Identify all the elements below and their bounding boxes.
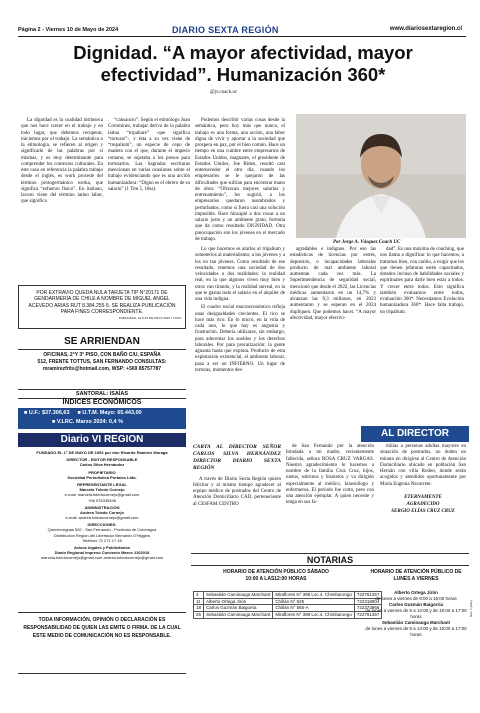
notice-pub-code: PUBLICADO: 10-6-10 DE MAYO 2024 / 71372 [118, 316, 181, 320]
legal-rep-email[interactable]: e-mail: marcela.toledocornejo@gmail.com [64, 492, 140, 498]
admin-label: ADMINISTRACIÓN [84, 504, 120, 510]
rent-ad-title: SE ARRIENDAN [64, 336, 140, 347]
byline: @jv.coach.uc [210, 90, 238, 95]
table-row [194, 611, 382, 618]
owner-name: Sociedad Periodística Portales Ltda. [67, 474, 137, 480]
lost-card-notice [18, 285, 186, 329]
notary-cell: Sebastián Caminauga Marchant [204, 592, 273, 599]
address-cell: Chillán N° 565-A [273, 605, 355, 612]
ads-label: Avisos legales y Publicitarios [73, 545, 131, 550]
admin-name: Andrea Toledo Cornejo [80, 509, 124, 515]
letter-signature [380, 494, 466, 515]
weekday-notary-list [364, 590, 468, 639]
notary-cell: Sebastián Caminauga Marchant [204, 611, 273, 618]
letter-column-3 [380, 444, 466, 515]
photo-caption: Por Jorge A. Vásquez Coach UC [333, 240, 401, 245]
masthead-logo: Diario VI REGION [18, 433, 186, 447]
rent-ad-contact: mramirezfrits@hotmail.com, WSP: +569 85757787 [42, 365, 162, 372]
notary-hours: de lunes a viernes de 9 a 14:00 y de 15:00 a 17:00 horas [365, 608, 467, 620]
table-row [194, 592, 382, 599]
signature-name: SERGIO ELÍAS CRUZ CRUZ [391, 508, 455, 514]
article-column-3 [195, 118, 285, 245]
convenio: Diario Regional impreso Convenio Marco 1102018 [54, 550, 150, 556]
header-rule [18, 36, 466, 37]
paragraph: “cansancio”. Según el etimólogo Joan Coromines, trabajar deriva de la palabra latina “tripaliare” -que significa “torturar”-, y ésta a su vez viene de “trepalium”, un especie de cepo de madera con el que, durante el imperio romano, se sujetaba a los presos para torturarlos. Las Sagradas escrituras mencionan en varias ocasiones sobre el trabajo evidenciando que es una acción humanizadora: “Digno es el obrero de su salario” (1 Tim 5, 18ss). [108, 118, 190, 192]
paragraph: de San Fernando por la atención brindada a mi madre, recientemente fallecida, señora ROSA CRUZ VARGAS. Nuestro agradecimiento lo hacemos a nombre de la familia Cruz Cruz, hijos, nietos, sobrinos y bisnietos y va dirigido especialmente al médico, kinesiólogo y enfermeros. El período fue corto, pero con una atención ejemplar. A quien necesite y tenga en sus fa- [286, 444, 374, 506]
legal-rep-phone: +56 976335496 [88, 497, 116, 503]
notary-cell: Carlos Guzmán Baigorria [204, 605, 273, 612]
legal-rep-name: Marcela Toledo Cornejo [79, 487, 125, 493]
headline: Dignidad. “A mayor afectividad, mayor efectividad”. Humanización 360* [73, 42, 413, 85]
paragraph: agradables e indignos. Por eso las estadísticas de licencias por estrés, depresión, o incapacidades laborales producto de mal ambiente laboral aumentan cada vez más. La Superintendencia de seguridad social, mencionó que desde el 2022, las Licencias médicas aumentaron en un 14,7% y alcanzan las 9,3 millones, en 2023 aumentaron y se esperan en el 2024 dupliquen. Que podemos hacer. “A mayor afectividad, mayor efectivi- [290, 247, 376, 321]
signature-line: AGRADECIDO [406, 501, 440, 507]
day-cell: 18 [194, 605, 204, 612]
legal-rep-label: REPRESENTANTE LEGAL [77, 481, 127, 487]
paragraph: dad”. Es una máxima de coaching, que nos llama a dignificar lo que hacemos, a tratarnos bien, con cariño, a exigir que los que tienen jefaturas estén capacitados, dotados incluso de habilidades sociales y espirituales para darle bien estar a todos. Y crecer entre todos. Esto significa también evaluarnos entre todos, evaluación 360*. Necesitamos Evolución humanizadora 360*. Hace falta trabajo, no tripalium. [380, 247, 464, 315]
divider [18, 349, 186, 350]
day-cell: 11 [194, 598, 204, 605]
notary-cell: Alberto Ortega Jirón [204, 598, 273, 605]
paragraph: La dignidad es la cualidad intrínseca que nos hace crecer en el trabajo y en todo lugar, que debemos recuperar, iniciemos por el trabajo. La semántica o la etimología, se refieren al origen y significado de las palabras por sí mismas, y es muy determinante para comprender los contextos culturales. En este caso en referencia la palabra trabajo desde el inglés, es work procede del término protogermánico werka, que significa “esfuerzo físico”. En italiano, lavoro viene del término latino labor, que significa [21, 118, 103, 205]
notarias-title: NOTARIAS [191, 553, 469, 566]
paper-name: DIARIO SEXTA REGIÓN [172, 25, 279, 35]
rent-ad-body [18, 352, 186, 372]
article-column-3-lower [195, 247, 285, 376]
author-portrait-image [296, 114, 466, 238]
letter-column-1 [193, 444, 281, 510]
economic-indices-box [18, 408, 186, 429]
phone-cell: 722318804 [354, 598, 382, 605]
director-label: DIRECTOR - EDITOR RESPONSABLE [66, 457, 138, 463]
day-cell: 25 [194, 611, 204, 618]
address-line: Distribución Región del Libertador Bernardo O'Higgins [53, 532, 151, 538]
title-line: 10:00 A LAS12:00 HORAS [245, 576, 307, 582]
notice-text: POR EXTRAVIO QUEDA NULA TARJETA TIP N°20171 DE GENDARMERÍA DE CHILE A NOMBRE DE MIGUEL ANGEL ACEVEDO ARIAS RUT 8.384.255-5. SE REALIZA PUBLICACIÓN PARA FINES CORRESPONDIENTE. [28, 290, 176, 315]
address-label: DIRECCIONES: [87, 522, 117, 528]
paragraph: milias a personas adultas mayores en situación de postrados, no duden un minuto en dirigirse al Centro de Atención Domiciliario ubicado en población San Hernán con villa Rodeo, donde serán acogidos y atendidos oportunamente por María Eugenia Navarrete. [380, 444, 466, 487]
saturday-notary-table [193, 591, 382, 619]
rent-ad-line: 512, FRENTE TOTTUS, SAN FERNANDO CONSULTAS: [37, 358, 167, 365]
article-column-2 [108, 118, 190, 195]
weekday-hours-title [364, 569, 468, 583]
address-cell: Miraflores N° 398 Loc.4, Chimbarongo [273, 592, 355, 599]
letter-addressee: CARTA AL DIRECTOR SEÑOR CARLOS SILVA HERNÁNDEZ DIRECTOR DIARIO SEXTA REGIÓN [193, 444, 281, 472]
article-column-1 [21, 118, 103, 208]
director-name: Carlos Silva Hernández [79, 462, 125, 468]
address-cell: Chillán N° 625 [273, 598, 355, 605]
notary-name: Alberto Ortega Jirón [394, 590, 438, 595]
al-director-banner: AL DIRECTOR [361, 426, 469, 442]
side-print-mark: Nec. 1 (Rev) [469, 600, 473, 617]
phone-cell: 722373966 [354, 605, 382, 612]
paragraph: Lo que hacemos es atarlos al tripalium y someterlos al materialismo; a los jóvenes y a los no tan jóvenes. Como resultado de ese resultado, tenemos una sociedad de dos velocidades o dos realidades: la realidad real, en la que algunos viven muy bien y otros van tirando, y la realidad surreal, en la que te gastas todo el salario en el alquiler de una vida indigna. [195, 247, 285, 302]
index-vlrc: ■ V.LRC. Marzo 2024: 0,4 % [52, 418, 123, 425]
title-line: HORARIO DE ATENCIÓN PÚBLICO DE [370, 569, 462, 575]
address-line: Quechereguas 592 - San Fernando - Provincia de Colchagua [47, 527, 157, 533]
author-photo [296, 114, 466, 238]
phone-cell: 722761357 [354, 611, 382, 618]
phone: Teléfono 72 271 17 45 [82, 537, 122, 543]
owner-label: PROPIETARIO [88, 469, 116, 475]
table-row [194, 598, 382, 605]
saturday-hours-title [193, 569, 359, 583]
paragraph: A través de Diario Sexta Región quiero felicitar y al mismo tiempo agradecer al equipo médico de postrados del Centro de Atención Domiciliario CAD, perteneciente al CESFAM CENTRO [193, 476, 281, 507]
phone-cell: 722761357 [354, 592, 382, 599]
paragraph: Podemos describir varias cosas desde la semántica, pero hoy más que nunca, el trabajo es una forma, una acción, una labor digna de vivir y aportar a la sociedad que prospera en paz, por el bien común. Hace un tiempo en una cumbre entre empresarios de Estados Unidos, magnates, el presidente de Estados Unidos, Joe Biden, resultó casi enternecedor el otro día, cuando los empresarios se le quejaron de las dificultades que sufrían para encontrar mano de obra: “Ofrezcan mejores salarios y entrenamiento”, les sugirió, a los empresarios quedaron asombrados y perturbados, como si fuera casi una solución imposible. Hace hincapié a dos cosas a un salario justo y un ambiente grato, formula que da como resultado DIGNIDAD. Otra preocupación son los jóvenes en el mercado de trabajo. [195, 118, 285, 242]
founded: FUNDADO EL 1° DE MAYO DE 1952 por don Ricardo Ramírez Moraga [36, 450, 168, 455]
notary-name: Carlos Guzmán Baigorria [388, 602, 443, 608]
address-cell: Miraflores N° 398 Loc.4, Chimbarongo [273, 611, 355, 618]
notary-name: Sebastián Caminauga Marchant [381, 620, 451, 626]
admin-email[interactable]: e-mail: andrea.toledocornejo@gmail.com [65, 515, 139, 521]
masthead-info [18, 450, 186, 561]
title-line: HORARIO DE ATENCIÓN PÚBLICO SÁBADO [223, 569, 329, 575]
notary-hours: de lunes a viernes de 9:00 a 15:00 horas [375, 596, 457, 602]
article-column-5 [380, 247, 464, 318]
notary-hours: de lunes a viernes de 9 a 14:00 y de 15:00 a 17:00 horas [365, 626, 467, 638]
table-row [194, 605, 382, 612]
santoral: SANTORAL: ISAÍAS [18, 389, 186, 398]
website[interactable]: www.diariosextaregion.cl [389, 26, 462, 32]
index-utm: ■ U.T.M. Mayo: 65.443,00 [77, 410, 142, 416]
index-uf: ■ U.F.: $37.306,63 [24, 410, 70, 416]
article-column-4 [290, 247, 376, 324]
signature-line: ETERNAMENTE [404, 494, 442, 500]
page-date: Página 2 - Viernes 10 de Mayo de 2024 [18, 27, 119, 33]
letter-column-2 [286, 444, 374, 509]
rent-ad-line: OFICINAS, 2°Y 3° PISO, CON BAÑO C/U, ESPAÑA [43, 352, 161, 358]
title-line: LUNES A VIERNES [393, 576, 439, 582]
contact-emails[interactable]: marcela.toledocornejo@gmail.com andrea.toledocornejo@gmail.com [40, 555, 164, 561]
day-cell: 4 [194, 592, 204, 599]
paragraph: El cuadro social macroeconómico refleja unas desigualdades crecientes. El rico se hace más rico. En lo micro, en la vida de cada uno, lo que hay es angustia y frustración. Debería utilizarse, sin embargo, para adecentar los sueldos y los derechos laborales. Por para precarización: la gente aguanta hasta que explota. Producto de esta explotación existencial, el ambiente laboral, pasa a ser un INFIERNO. Un lugar de torturas, momentos des- [195, 305, 285, 373]
disclaimer-box: TODA INFORMACIÓN, OPINIÓN O DECLARACIÓN ES RESPONSABILIDAD DE QUIEN LAS EMITE O FIRMA. DE LA CUAL ESTE MEDIO DE COMUNICACIÓN NO ES RESPONSABLE. [18, 612, 186, 674]
economic-indices-title: ÍNDICES ECONÓMICOS [18, 398, 186, 409]
